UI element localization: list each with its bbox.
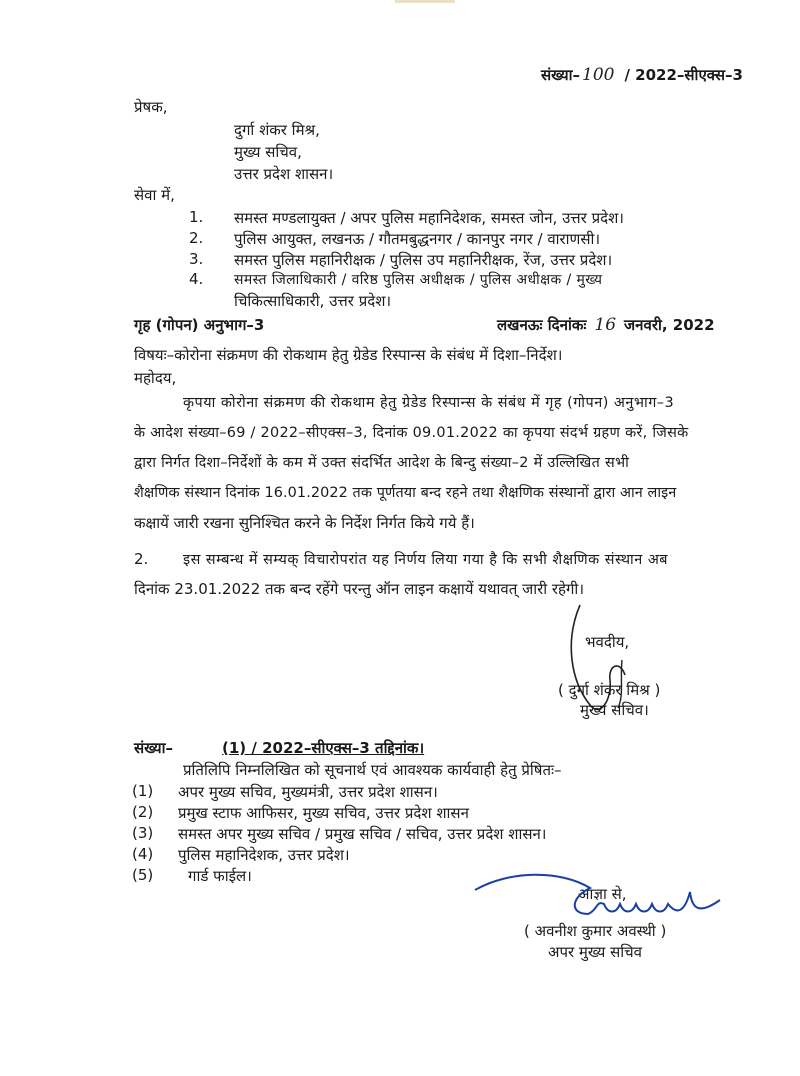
signature-1-closing: भवदीय, [585,633,630,651]
ref-handwritten-number: 100 [582,65,615,85]
para2-line1: इस सम्बन्ध में सम्यक् विचारोपरांत यह निर्णय लिया गया है कि सभी शैक्षणिक संस्थान अब [183,552,669,568]
para2-line2: दिनांक 23.01.2022 तक बन्द रहेंगे परन्तु ऑन लाइन कक्षायें यथावत् जारी रहेगी। [134,580,585,598]
signature-2-designation: अपर मुख्य सचिव [548,943,642,961]
signature-1-name: ( दुर्गा शंकर मिश्र ) [558,681,661,699]
copy-text: प्रमुख स्टाफ आफिसर, मुख्य सचिव, उत्तर प्रदेश शासन [178,804,469,822]
para1-line: द्वारा निर्गत दिशा–निर्देशों के कम में उक्त संदर्भित आदेश के बिन्दु संख्या–2 में उल्लिखित सभी [134,455,630,471]
copy-num: (5) [132,866,154,884]
para1-line: कक्षायें जारी रखना सुनिश्चित करने के निर्देश निर्गत किये गये हैं। [134,514,475,532]
copy-text: गार्ड फाईल। [188,867,252,885]
para1-line: कृपया कोरोना संक्रमण की रोकथाम हेतु ग्रेडेड रिस्पान्स के संबंध में गृह (गोपन) अनुभाग–3 [183,395,675,411]
reference-number [541,65,743,85]
recipient-text-line2: चिकित्साधिकारी, उत्तर प्रदेश। [234,292,392,310]
endorsement-ref-prefix: संख्या– [134,739,174,757]
endorsement-ref-rest: (1) / 2022–सीएक्स–3 तद्दिनांक। [222,739,425,757]
recipients-label: सेवा में, [134,186,175,204]
copy-num: (1) [132,782,154,800]
place-date [497,315,715,335]
recipient-num: 4. [189,270,204,288]
signature-2-name: ( अवनीश कुमार अवस्थी ) [524,922,667,940]
para2-num: 2. [134,550,149,568]
signature-1-designation: मुख्य सचिव। [580,701,649,719]
recipient-text: समस्त मण्डलायुक्त / अपर पुलिस महानिदेशक, समस्त जोन, उत्तर प्रदेश। [234,209,624,227]
subject-line: विषयः–कोरोना संक्रमण की रोकथाम हेतु ग्रेडेड रिस्पान्स के संबंध में दिशा–निर्देश। [134,346,563,364]
copy-text: पुलिस महानिदेशक, उत्तर प्रदेश। [178,846,350,864]
ref-prefix: संख्या– [541,66,581,84]
endorsement-intro: प्रतिलिपि निम्नलिखित को सूचनार्थ एवं आवश्यक कार्यवाही हेतु प्रेषितः– [183,761,562,779]
para1-line: के आदेश संख्या–69 / 2022–सीएक्स–3, दिनांक 09.01.2022 का कृपया संदर्भ ग्रहण करें, जिसके [134,425,689,441]
sender-label: प्रेषक, [134,98,168,116]
place-date-label: लखनऊः दिनांकः [497,316,587,334]
sender-name: दुर्गा शंकर मिश्र, [234,121,320,139]
recipient-num: 1. [189,208,204,226]
salutation: महोदय, [134,369,177,387]
endorsement-ref [134,738,424,758]
sender-designation: मुख्य सचिव, [234,143,302,161]
recipient-num: 3. [189,250,204,268]
handwritten-day: 16 [594,315,617,335]
copy-num: (2) [132,803,154,821]
para1-line: शैक्षणिक संस्थान दिनांक 16.01.2022 तक पूर्णतया बन्द रहने तथा शैक्षणिक संस्थानों द्वारा आन लाइन [134,485,677,501]
sender-office: उत्तर प्रदेश शासन। [234,165,334,183]
copy-num: (3) [132,824,154,842]
scan-edge-mark [395,0,455,3]
recipient-text: समस्त पुलिस महानिरीक्षक / पुलिस उप महानिरीक्षक, रेंज, उत्तर प्रदेश। [234,251,613,269]
ref-suffix: / 2022–सीएक्स–3 [624,66,743,84]
recipient-num: 2. [189,229,204,247]
copy-text: समस्त अपर मुख्य सचिव / प्रमुख सचिव / सचिव, उत्तर प्रदेश शासन। [178,825,547,843]
recipient-text: पुलिस आयुक्त, लखनऊ / गौतमबुद्धनगर / कानपुर नगर / वाराणसी। [234,230,601,248]
department-section: गृह (गोपन) अनुभाग–3 [134,316,265,334]
month-year: जनवरी, 2022 [624,316,715,334]
signature-2-closing: आज्ञा से, [578,885,627,903]
recipient-text-line1: समस्त जिलाधिकारी / वरिष्ठ पुलिस अधीक्षक / पुलिस अधीक्षक / मुख्य [234,272,603,288]
copy-text: अपर मुख्य सचिव, मुख्यमंत्री, उत्तर प्रदेश शासन। [178,783,438,801]
copy-num: (4) [132,845,154,863]
